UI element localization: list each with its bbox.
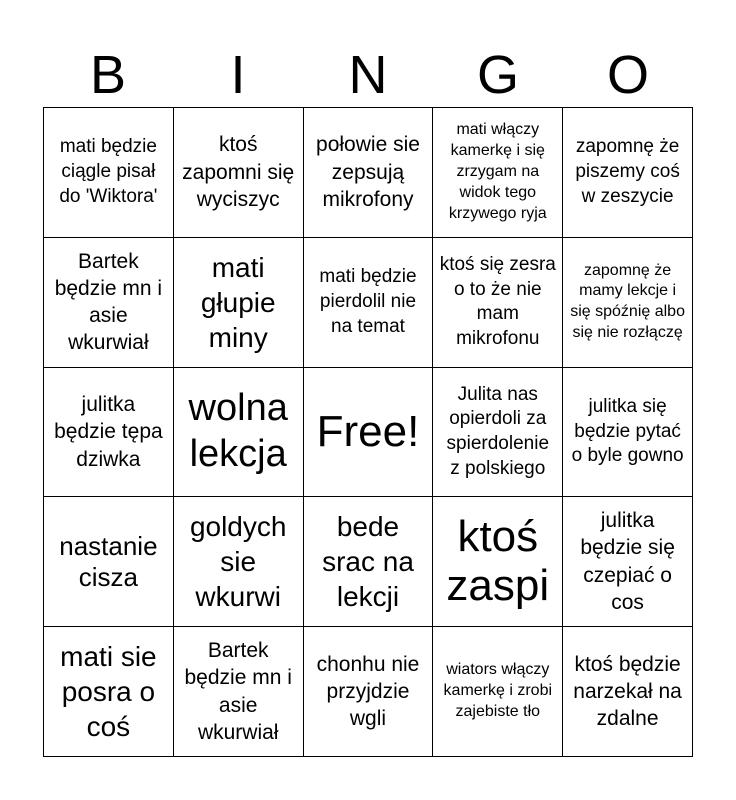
- bingo-cell[interactable]: mati będzie ciągle pisał do 'Wiktora': [44, 108, 174, 238]
- title-letter-g: G: [476, 45, 519, 105]
- bingo-cell[interactable]: Bartek będzie mn i asie wkurwiał: [44, 238, 174, 368]
- bingo-cell[interactable]: chonhu nie przyjdzie wgli: [304, 627, 434, 757]
- bingo-cell[interactable]: bede srac na lekcji: [304, 497, 434, 627]
- bingo-cell[interactable]: mati będzie pierdolil nie na temat: [304, 238, 434, 368]
- bingo-cell[interactable]: zapomnę że mamy lekcje i się spóźnię albo się nie rozłączę: [563, 238, 693, 368]
- bingo-cell[interactable]: mati głupie miny: [174, 238, 304, 368]
- bingo-cell[interactable]: julitka będzie się czepiać o cos: [563, 497, 693, 627]
- free-cell[interactable]: Free!: [304, 368, 434, 498]
- title-letter-o: O: [606, 45, 649, 105]
- bingo-title: [43, 40, 693, 110]
- bingo-cell[interactable]: połowie sie zepsują mikrofony: [304, 108, 434, 238]
- bingo-cell[interactable]: ktoś zaspi: [433, 497, 563, 627]
- title-letter-i: I: [230, 45, 246, 105]
- bingo-cell[interactable]: julitka się będzie pytać o byle gowno: [563, 368, 693, 498]
- bingo-cell[interactable]: ktoś się zesra o to że nie mam mikrofonu: [433, 238, 563, 368]
- title-letter-b: B: [89, 45, 127, 105]
- bingo-cell[interactable]: goldych sie wkurwi: [174, 497, 304, 627]
- bingo-cell[interactable]: Julita nas opierdoli za spierdolenie z polskiego: [433, 368, 563, 498]
- bingo-cell[interactable]: wiators włączy kamerkę i zrobi zajebiste tło: [433, 627, 563, 757]
- bingo-board: [43, 107, 693, 757]
- bingo-cell[interactable]: mati sie posra o coś: [44, 627, 174, 757]
- bingo-cell[interactable]: wolna lekcja: [174, 368, 304, 498]
- bingo-cell[interactable]: ktoś zapomni się wyciszyc: [174, 108, 304, 238]
- bingo-cell[interactable]: Bartek będzie mn i asie wkurwiał: [174, 627, 304, 757]
- bingo-cell[interactable]: ktoś będzie narzekał na zdalne: [563, 627, 693, 757]
- bingo-cell[interactable]: zapomnę że piszemy coś w zeszycie: [563, 108, 693, 238]
- bingo-cell[interactable]: julitka będzie tępa dziwka: [44, 368, 174, 498]
- bingo-cell[interactable]: mati włączy kamerkę i się zrzygam na widok tego krzywego ryja: [433, 108, 563, 238]
- title-letter-n: N: [348, 45, 388, 105]
- bingo-cell[interactable]: nastanie cisza: [44, 497, 174, 627]
